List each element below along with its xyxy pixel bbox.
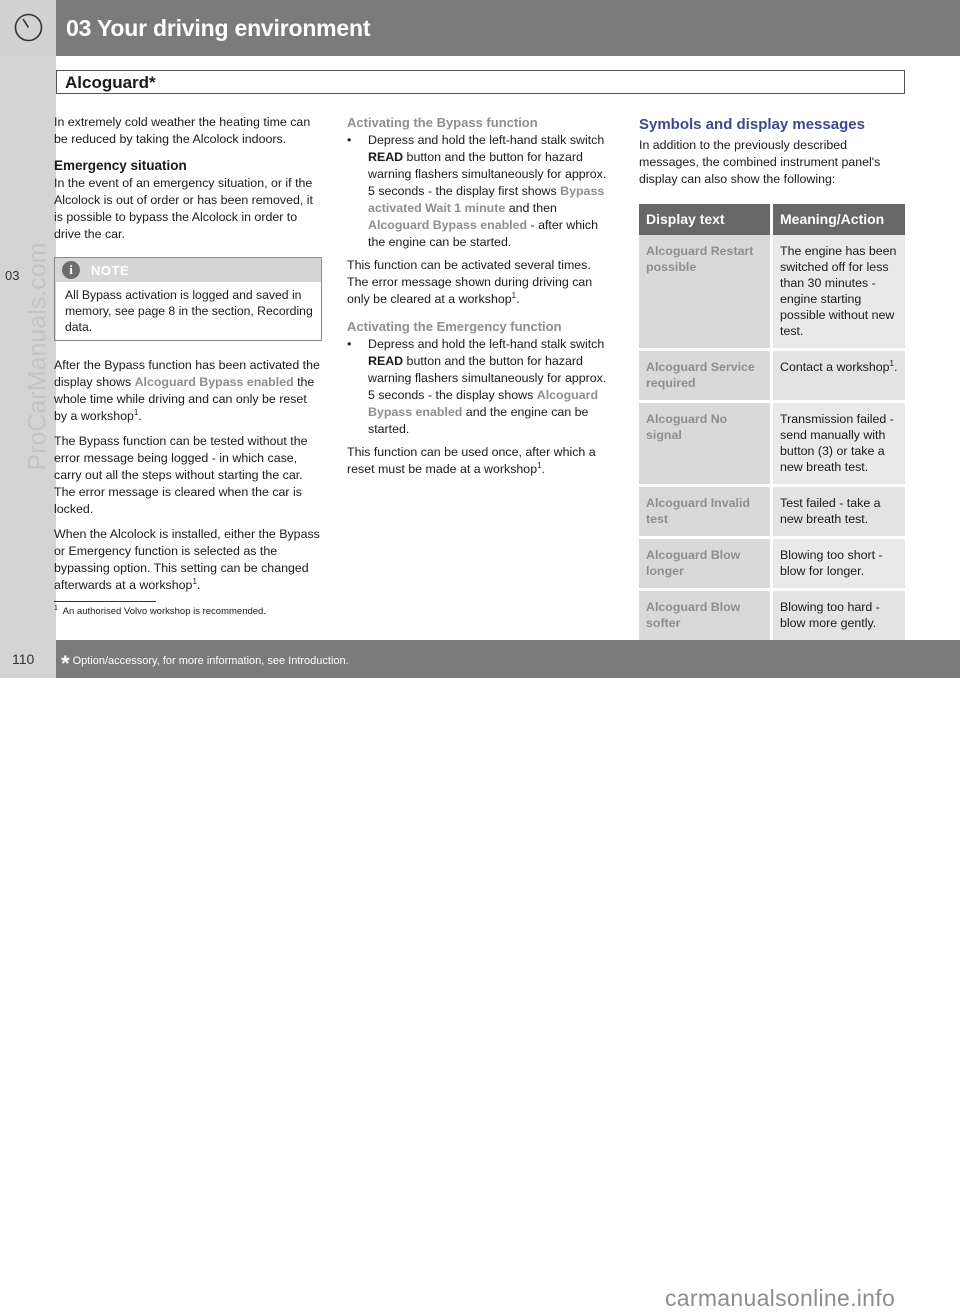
heading-activating-bypass: Activating the Bypass function: [347, 115, 538, 130]
text-run: This function can be activated several times. The error message shown during driving can only be cleared at a workshop: [347, 258, 593, 306]
meaning-cell: The engine has been switched off for less than 30 minutes - engine starting possible without new test.: [772, 235, 906, 350]
display-message: Alcoguard Bypass enabled: [368, 218, 528, 232]
table-row: [639, 402, 905, 486]
table-row: [639, 538, 905, 590]
display-text-cell: Alcoguard Blow softer: [639, 590, 772, 642]
button-name: READ: [368, 150, 404, 164]
text-run: Contact a workshop: [780, 360, 890, 374]
note-box: [54, 257, 322, 341]
display-message: Alcoguard Bypass enabled: [368, 388, 599, 419]
display-text-cell: Alcoguard Blow longer: [639, 538, 772, 590]
text-run: After the Bypass function has been activated the display shows: [54, 358, 320, 389]
table-header-row: [639, 204, 905, 235]
bullet-mark: •: [347, 337, 352, 351]
chapter-number: 03: [5, 268, 20, 283]
footnote-ref: 1: [889, 358, 894, 368]
bullet-mark: •: [347, 133, 352, 147]
gauge-icon: [14, 13, 43, 42]
text-run: and the engine can be started.: [368, 405, 589, 436]
footnote-ref: 1: [511, 290, 517, 300]
display-text-cell: Alcoguard No signal: [639, 402, 772, 486]
paragraph-bypass-display: After the Bypass function has been activated the display shows Alcoguard Bypass enabled the whole time while driving and can only be reset by a workshop$^1$.: [54, 358, 320, 423]
section-bar: [56, 70, 905, 94]
table-row: [639, 350, 905, 402]
note-header: [55, 258, 321, 282]
display-text-cell: Alcoguard Invalid test: [639, 486, 772, 538]
footnote-ref: 1: [133, 407, 139, 417]
paragraph-emergency-once: This function can be used once, after which a reset must be made at a workshop$^1$.: [347, 445, 596, 476]
side-watermark: ProCarManuals.com: [23, 242, 52, 471]
bullet-text: [368, 336, 615, 438]
meaning-cell: Transmission failed - send manually with button (3) or take a new breath test.: [772, 402, 906, 486]
heading-symbols: Symbols and display messages: [639, 116, 865, 133]
footnote-ref: 1: [192, 576, 197, 586]
footer-note: [61, 651, 349, 677]
footnote-ref: 1: [537, 460, 542, 470]
display-text-cell: Alcoguard Service required: [639, 350, 772, 402]
table-row: [639, 486, 905, 538]
list-item: [347, 132, 615, 251]
paragraph-bypass-test: The Bypass function can be tested without the error message being logged - in which case, carry out all the steps without starting the car. The error message is cleared when the car is locked.: [54, 434, 308, 516]
display-message: Bypass activated Wait 1 minute: [368, 184, 605, 215]
paragraph-cold-weather: In extremely cold weather the heating time can be reduced by taking the Alcolock indoors.: [54, 115, 311, 146]
footer-text: Option/accessory, for more information, see Introduction.: [72, 655, 349, 667]
page-number-box: [0, 640, 56, 678]
display-messages-table: [639, 204, 905, 643]
column-1: [54, 114, 322, 602]
paragraph-emergency: In the event of an emergency situation, or if the Alcolock is out of order or has been removed, it is possible to bypass the Alcolock in order to drive the car.: [54, 176, 313, 241]
asterisk-mark: *: [61, 651, 70, 676]
text-run: This function can be used once, after which a reset must be made at a workshop: [347, 445, 596, 476]
meaning-cell: Test failed - take a new breath test.: [772, 486, 906, 538]
text-run: - after which the engine can be started.: [368, 218, 598, 249]
column-2: [347, 114, 615, 486]
display-message: Alcoguard Bypass enabled: [134, 375, 294, 389]
meaning-cell: Blowing too short - blow for longer.: [772, 538, 906, 590]
header-bar: [0, 0, 960, 56]
text-run: When the Alcolock is installed, either the Bypass or Emergency function is selected as the bypassing option. This setting can be changed afterwards at a workshop: [54, 527, 320, 592]
header-display-text: Display text: [639, 204, 772, 235]
heading-emergency-situation: Emergency situation: [54, 158, 187, 173]
footnote-mark: 1: [54, 604, 58, 612]
paragraph-installation: When the Alcolock is installed, either the Bypass or Emergency function is selected as the bypassing option. This setting can be changed afterwards at a workshop$^1$.: [54, 527, 320, 592]
text-run: Depress and hold the left-hand stalk switch: [368, 337, 605, 351]
chapter-title: 03 Your driving environment: [66, 15, 371, 41]
table-row: [639, 235, 905, 350]
header-icon-box: [0, 0, 56, 56]
list-item: [347, 336, 615, 438]
table-row: [639, 590, 905, 642]
heading-activating-emergency: Activating the Emergency function: [347, 319, 562, 334]
meaning-cell: Contact a workshop$^1$.: [772, 350, 906, 402]
footer-bar: [0, 640, 960, 1311]
header-meaning: Meaning/Action: [772, 204, 906, 235]
button-name: READ: [368, 354, 404, 368]
bottom-watermark: carmanualsonline.info: [665, 1285, 896, 1311]
text-run: and then: [505, 201, 557, 215]
note-label: NOTE: [91, 263, 130, 278]
paragraph-bypass-repeat: This function can be activated several times. The error message shown during driving can only be cleared at a workshop$^1$.: [347, 258, 593, 306]
meaning-cell: Blowing too hard - blow more gently.: [772, 590, 906, 642]
footnote-text: An authorised Volvo workshop is recommended.: [62, 606, 266, 617]
text-run: Depress and hold the left-hand stalk switch: [368, 133, 605, 147]
page-number: 110: [12, 651, 35, 667]
paragraph-symbols-intro: In addition to the previously described messages, the combined instrument panel's display can also show the following:: [639, 138, 881, 186]
footnote-rule: [54, 601, 156, 602]
text-run: the whole time while driving and can only be reset by a workshop: [54, 375, 315, 423]
text-run: button and the button for hazard warning flashers simultaneously for approx. 5 seconds - the display first shows: [368, 150, 607, 198]
display-text-cell: Alcoguard Restart possible: [639, 235, 772, 350]
note-text: All Bypass activation is logged and saved in memory, see page 8 in the section, Recording data.: [65, 288, 313, 334]
text-run: button and the button for hazard warning flashers simultaneously for approx. 5 seconds - the display shows: [368, 354, 607, 402]
footnote: [54, 606, 266, 617]
section-title: Alcoguard*: [65, 73, 156, 92]
column-3: [639, 114, 905, 643]
bullet-text: [368, 132, 615, 251]
info-icon: i: [62, 261, 80, 279]
